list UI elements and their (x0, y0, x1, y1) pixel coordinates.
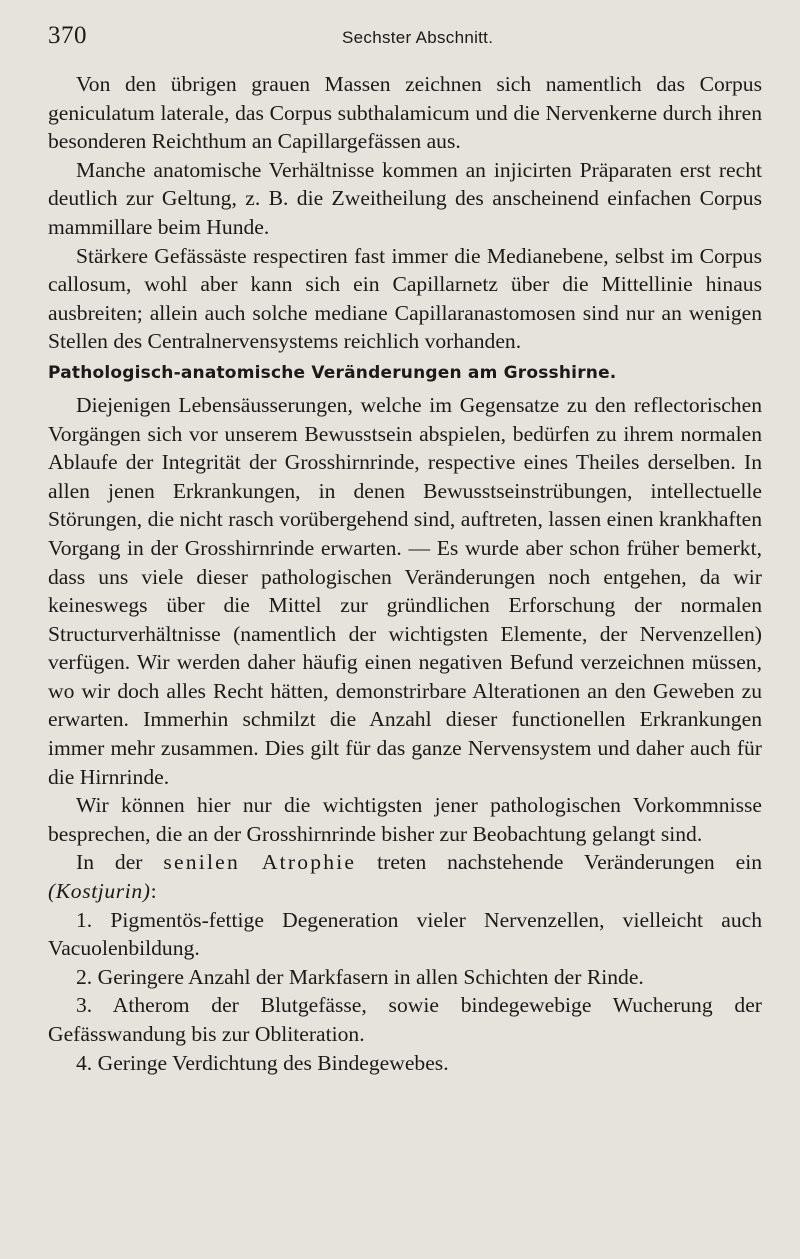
list-item: 3. Atherom der Blutgefässe, sowie bindegewebige Wucherung der Gefässwandung bis zur Obliteration. (48, 993, 762, 1046)
body-text (48, 70, 762, 1077)
author-citation: (Kostjurin) (48, 879, 151, 904)
list-item: 2. Geringere Anzahl der Markfasern in allen Schichten der Rinde. (76, 964, 644, 989)
paragraph: Manche anatomische Verhältnisse kommen an injicirten Präparaten erst recht deutlich zur Geltung, z. B. die Zweitheilung des anscheinend einfachen Corpus mammillare beim Hunde. (48, 157, 762, 239)
emphasized-term: senilen Atrophie (163, 850, 357, 875)
text-run: In der (76, 850, 164, 875)
paragraph (48, 848, 762, 905)
list-item: 4. Geringe Verdichtung des Bindegewebes. (76, 1050, 449, 1075)
paragraph: Wir können hier nur die wichtigsten jener pathologischen Vorkommnisse besprechen, die an der Grosshirnrinde bisher zur Beobachtung gelangt sind. (48, 793, 762, 846)
running-head: Sechster Abschnitt. (342, 28, 494, 47)
page-number: 370 (48, 22, 87, 49)
paragraph: Von den übrigen grauen Massen zeichnen sich namentlich das Corpus geniculatum laterale, das Corpus subthalamicum und die Nervenkerne durch ihren besonderen Reichthum an Capillargefässen aus. (48, 72, 762, 154)
section-heading: Pathologisch-anatomische Veränderungen am Grosshirne. (48, 362, 617, 383)
text-run: : (150, 879, 157, 904)
paragraph: Stärkere Gefässäste respectiren fast immer die Medianebene, selbst im Corpus callosum, wohl aber kann sich ein Capillarnetz über die Mittellinie hinaus ausbreiten; allein auch solche mediane Capillaranastomosen sind nur an wenigen Stellen des Centralnervensystems reichlich vorhanden. (48, 243, 762, 354)
paragraph: Diejenigen Lebensäusserungen, welche im Gegensatze zu den reflectorischen Vorgängen sich vor unserem Bewusstsein abspielen, bedürfen zu ihrem normalen Ablaufe der Integrität der Grosshirnrinde, respective eines Theiles derselben. In allen jenen Erkrankungen, in denen Bewusstseinstrübungen, intellectuelle Störungen, die nicht rasch vorübergehend sind, auftreten, lassen einen krankhaften Vorgang in der Grosshirnrinde erwarten. — Es wurde aber schon früher bemerkt, dass uns viele dieser pathologischen Veränderungen noch entgehen, da wir keineswegs über die Mittel zur gründlichen Erforschung der normalen Structurverhältnisse (namentlich der wichtigsten Elemente, der Nervenzellen) verfügen. Wir werden daher häufig einen negativen Befund verzeichnen müssen, wo wir doch alles Recht hätten, demonstrirbare Alterationen an den Geweben zu erwarten. Immerhin schmilzt die Anzahl dieser functionellen Erkrankungen immer mehr zusammen. Dies gilt für das ganze Nervensystem und daher auch für die Hirnrinde. (48, 392, 762, 789)
list-item: 1. Pigmentös-fettige Degeneration vieler Nervenzellen, vielleicht auch Vacuolenbildung. (48, 907, 762, 961)
page-header (48, 22, 762, 70)
text-run: treten nachstehende Veränderungen ein (356, 850, 762, 875)
